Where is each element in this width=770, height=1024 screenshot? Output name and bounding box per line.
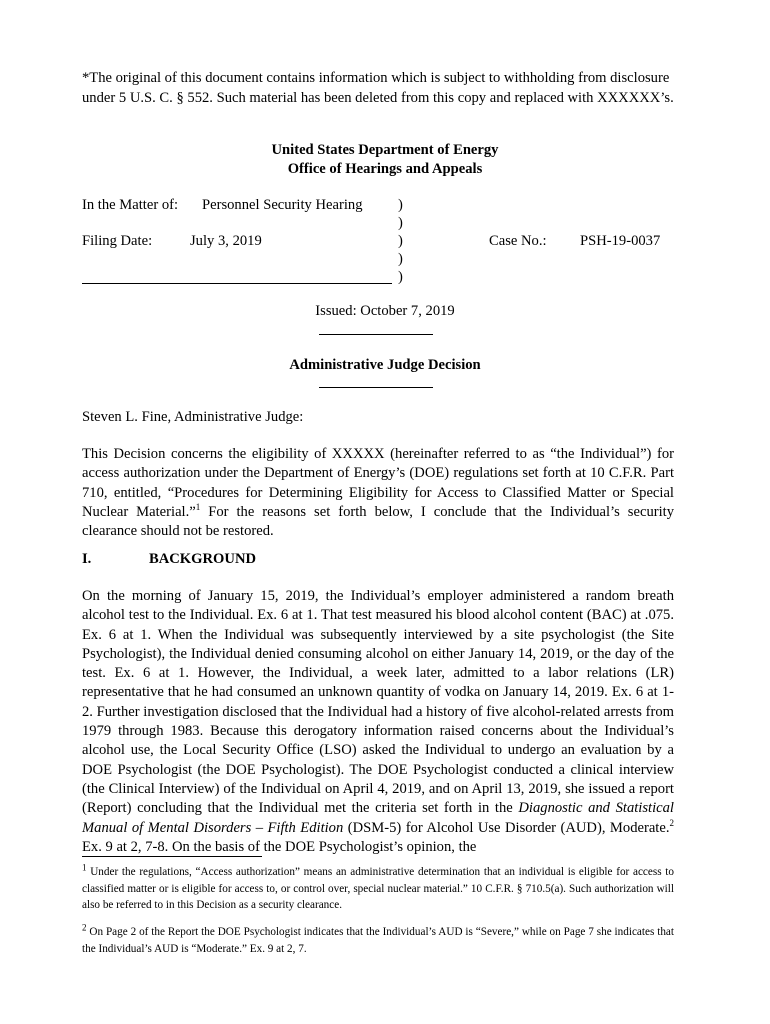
background-text-3: Ex. 9 at 2, 7-8. On the basis of the DOE Psychologist’s opinion, the (82, 838, 477, 855)
caption-paren: ) (398, 269, 403, 285)
caption-paren: ) (398, 251, 403, 267)
matter-value: Personnel Security Hearing (202, 197, 363, 213)
footnote-1 (82, 864, 674, 914)
footnote-text: Under the regulations, “Access authorization” means an administrative determination that an individual is eligible for access to classified matter or is eligible for access to, or control over, special nuclear material.” 10 C.F.R. § 710.5(a). Such authorization will also be referred to in this Decision as a security clearance. (82, 866, 674, 911)
matter-label: In the Matter of: (82, 197, 179, 213)
footnote-text: On Page 2 of the Report the DOE Psychologist indicates that the Individual’s AUD is “Severe,” while on Page 7 she indicates that the Individual’s AUD is “Moderate.” Ex. 9 at 2, 7. (82, 926, 674, 955)
case-value: PSH-19-0037 (580, 233, 661, 249)
background-paragraph (82, 587, 674, 857)
redaction-notice: *The original of this document contains information which is subject to withholding from disclosure under 5 U.S. C. § 552. Such material has been deleted from this copy and replaced with XXXXXX’s. (82, 70, 674, 106)
dsm-title: Diagnostic and Statistical Manual of Mental Disorders – Fifth Edition (82, 800, 674, 836)
agency-name: United States Department of Energy (271, 142, 499, 158)
section-number: I. (82, 551, 92, 567)
caption-paren: ) (398, 233, 403, 249)
footnote-number: 1 (82, 862, 87, 873)
section-title: BACKGROUND (149, 551, 257, 567)
intro-text-continued: For the reasons set forth below, I conclude that the Individual’s security clearance should not be restored. (82, 503, 675, 540)
caption-paren: ) (398, 197, 403, 213)
footnote-number: 2 (82, 922, 87, 933)
footnote-ref-1: 1 (195, 502, 201, 513)
office-name: Office of Hearings and Appeals (287, 161, 483, 177)
footnote-ref-2: 2 (669, 817, 674, 828)
case-label: Case No.: (489, 233, 547, 249)
intro-text: This Decision concerns the eligibility of XXXXX (hereinafter referred to as “the Individual”) for access authorization under the Department of Energy’s (DOE) regulations set forth at 10 C.F.R. Part 710, entitled, “Procedures for Determining Eligibility for Access to Classified Matter or Special Nuclear Material.” (82, 446, 674, 520)
issued-date: Issued: October 7, 2019 (315, 303, 455, 319)
divider (319, 387, 433, 388)
judge-line: Steven L. Fine, Administrative Judge: (82, 409, 304, 425)
divider (319, 334, 433, 335)
section-heading (82, 551, 256, 568)
intro-paragraph (82, 445, 674, 541)
footnote-separator (82, 856, 262, 857)
background-text: On the morning of January 15, 2019, the Individual’s employer administered a random breath alcohol test to the Individual. Ex. 6 at 1. That test measured his blood alcohol content (BAC) at .075. Ex. 6 at 1. When the Individual was subsequently interviewed by a site psychologist (the Site Psychologist), the Individual denied consuming alcohol on either January 14, 2019, or the day of the test. Ex. 6 at 1. However, the Individual, a week later, admitted to a labor relations (LR) representative that he had consumed an unknown quantity of vodka on January 14, 2019. Ex. 6 at 1-2. Further investigation disclosed that the Individual had a history of five alcohol-related arrests from 1979 through 1983. Because this derogatory information raised concerns about the Individual’s alcohol use, the Local Security Office (LSO) asked the Individual to undergo an evaluation by a DOE Psychologist (the DOE Psychologist). The DOE Psychologist conducted a clinical interview (the Clinical Interview) of the Individual on April 4, 2019, and on April 13, 2019, she issued a report (Report) concluding that the Individual met the criteria set forth in the (82, 588, 674, 817)
caption-rule (82, 283, 392, 284)
caption-paren: ) (398, 215, 403, 231)
decision-title: Administrative Judge Decision (289, 357, 481, 373)
background-text-2: (DSM-5) for Alcohol Use Disorder (AUD), Moderate. (343, 819, 670, 836)
filing-label: Filing Date: (82, 233, 153, 249)
filing-value: July 3, 2019 (190, 233, 262, 249)
footnote-2 (82, 924, 674, 957)
